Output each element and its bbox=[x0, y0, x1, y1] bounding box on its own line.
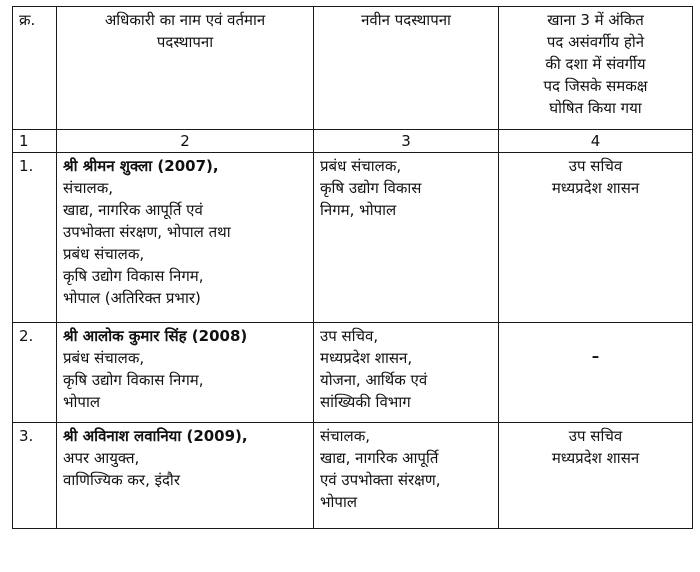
new-posting bbox=[314, 153, 499, 323]
new-posting-line: योजना, आर्थिक एवं bbox=[320, 371, 428, 389]
officer-current-posting bbox=[57, 423, 314, 529]
new-posting bbox=[314, 323, 499, 423]
equivalent-post bbox=[499, 153, 693, 323]
transfer-order-table bbox=[12, 6, 693, 529]
equivalent-post bbox=[499, 423, 693, 529]
table-header-row bbox=[13, 7, 693, 130]
new-posting-line: खाद्य, नागरिक आपूर्ति bbox=[320, 449, 439, 467]
column-number: 1 bbox=[13, 130, 57, 153]
header-officer-line: पदस्थापना bbox=[156, 33, 214, 51]
equivalent-post bbox=[499, 323, 693, 423]
header-officer-name bbox=[57, 7, 314, 130]
equivalent-post-line: उप सचिव bbox=[568, 427, 623, 445]
header-equivalent-line: पद जिसके समकक्ष bbox=[543, 77, 648, 95]
equivalent-post-line: – bbox=[591, 347, 600, 365]
current-posting-line: प्रबंध संचालक, bbox=[63, 349, 145, 367]
officer-name: श्री श्रीमन शुक्ला (2007), bbox=[63, 157, 219, 175]
new-posting-line: भोपाल bbox=[320, 493, 358, 511]
column-number: 2 bbox=[57, 130, 314, 153]
serial-number: 3. bbox=[13, 423, 57, 529]
header-equivalent-line: खाना 3 में अंकित bbox=[547, 11, 644, 29]
equivalent-post-line: मध्यप्रदेश शासन bbox=[551, 179, 640, 197]
header-equivalent-line: घोषित किया गया bbox=[549, 99, 642, 117]
header-new-posting-label: नवीन पदस्थापना bbox=[361, 11, 451, 29]
header-equivalent-line: की दशा में संवर्गीय bbox=[545, 55, 646, 73]
current-posting-line: प्रबंध संचालक, bbox=[63, 245, 145, 263]
column-number: 3 bbox=[314, 130, 499, 153]
current-posting-line: खाद्य, नागरिक आपूर्ति एवं bbox=[63, 201, 203, 219]
officer-current-posting bbox=[57, 153, 314, 323]
current-posting-line: भोपाल (अतिरिक्त प्रभार) bbox=[63, 289, 201, 307]
new-posting-line: सांख्यिकी विभाग bbox=[320, 393, 411, 411]
new-posting-line: उप सचिव, bbox=[320, 327, 379, 345]
new-posting-line: कृषि उद्योग विकास bbox=[320, 179, 422, 197]
header-equivalent-post bbox=[499, 7, 693, 130]
table-row bbox=[13, 423, 693, 529]
current-posting-line: संचालक, bbox=[63, 179, 114, 197]
column-number-row bbox=[13, 130, 693, 153]
serial-number: 2. bbox=[13, 323, 57, 423]
header-serial-number bbox=[13, 7, 57, 130]
new-posting bbox=[314, 423, 499, 529]
current-posting-line: उपभोक्ता संरक्षण, भोपाल तथा bbox=[63, 223, 231, 241]
serial-number: 1. bbox=[13, 153, 57, 323]
current-posting-line: वाणिज्यिक कर, इंदौर bbox=[63, 471, 180, 489]
current-posting-line: भोपाल bbox=[63, 393, 101, 411]
new-posting-line: मध्यप्रदेश शासन, bbox=[320, 349, 413, 367]
header-officer-line: अधिकारी का नाम एवं वर्तमान bbox=[104, 11, 266, 29]
current-posting-line: कृषि उद्योग विकास निगम, bbox=[63, 371, 204, 389]
column-number: 4 bbox=[499, 130, 693, 153]
table-row bbox=[13, 153, 693, 323]
equivalent-post-line: मध्यप्रदेश शासन bbox=[551, 449, 640, 467]
new-posting-line: निगम, भोपाल bbox=[320, 201, 397, 219]
current-posting-line: अपर आयुक्त, bbox=[63, 449, 140, 467]
header-equivalent-line: पद असंवर्गीय होने bbox=[546, 33, 645, 51]
table-row bbox=[13, 323, 693, 423]
current-posting-line: कृषि उद्योग विकास निगम, bbox=[63, 267, 204, 285]
new-posting-line: एवं उपभोक्ता संरक्षण, bbox=[320, 471, 441, 489]
officer-current-posting bbox=[57, 323, 314, 423]
header-new-posting bbox=[314, 7, 499, 130]
officer-name: श्री आलोक कुमार सिंह (2008) bbox=[63, 327, 248, 345]
header-serial-label: क्र. bbox=[19, 11, 36, 29]
officer-name: श्री अविनाश लवानिया (2009), bbox=[63, 427, 248, 445]
equivalent-post-line: उप सचिव bbox=[568, 157, 623, 175]
new-posting-line: संचालक, bbox=[320, 427, 371, 445]
new-posting-line: प्रबंध संचालक, bbox=[320, 157, 402, 175]
